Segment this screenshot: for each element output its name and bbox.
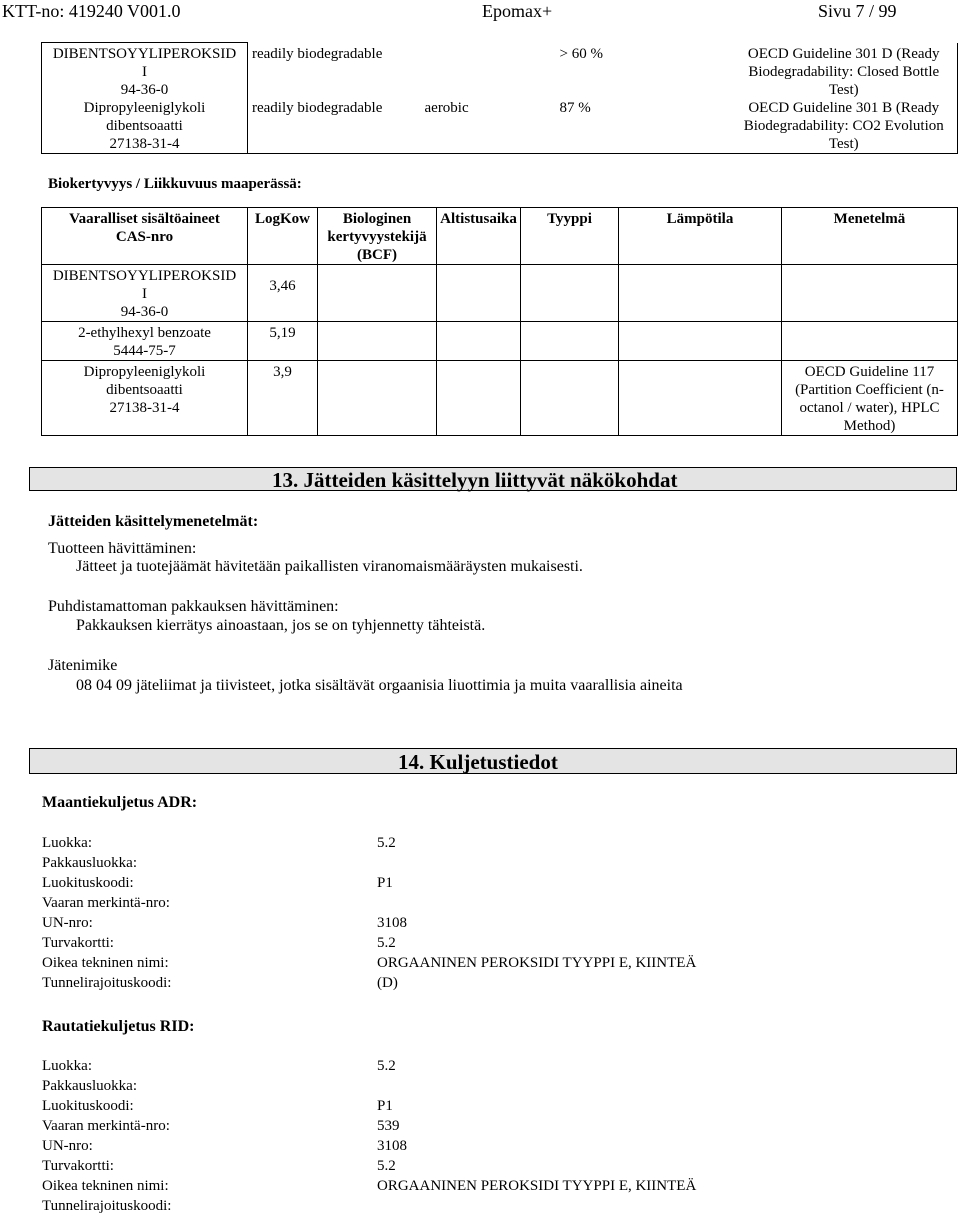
rid-shipping-name-value: ORGAANINEN PEROKSIDI TYYPPI E, KIINTEÄ bbox=[377, 1178, 697, 1194]
col-header-exposure: Altistusaika bbox=[437, 208, 521, 265]
degradation-substance-cell bbox=[42, 43, 248, 154]
substance-line: Dipropyleeniglykoli bbox=[83, 364, 206, 380]
substance-line: 27138-31-4 bbox=[109, 400, 180, 416]
adr-tunnel-code-label: Tunnelirajoituskoodi: bbox=[42, 975, 172, 991]
adr-packing-group-label: Pakkausluokka: bbox=[42, 855, 137, 871]
adr-heading: Maantiekuljetus ADR: bbox=[42, 794, 198, 811]
rid-tunnel-code-label: Tunnelirajoituskoodi: bbox=[42, 1198, 172, 1214]
table-row bbox=[42, 322, 958, 361]
type-cell bbox=[521, 322, 619, 361]
rid-class-label: Luokka: bbox=[42, 1058, 92, 1074]
type-cell bbox=[521, 265, 619, 322]
document-id: KTT-no: 419240 V001.0 bbox=[2, 1, 181, 21]
logkow-cell: 3,46 bbox=[248, 265, 318, 322]
degradation-method bbox=[731, 99, 958, 154]
rid-shipping-name-label: Oikea tekninen nimi: bbox=[42, 1178, 169, 1194]
adr-tunnel-code-value: (D) bbox=[377, 975, 398, 991]
bcf-cell bbox=[318, 322, 437, 361]
method-line: OECD Guideline 301 B (Ready bbox=[748, 99, 940, 116]
rid-hazard-number-label: Vaaran merkintä-nro: bbox=[42, 1118, 170, 1134]
bcf-cell bbox=[318, 361, 437, 436]
degradation-result: readily biodegradable bbox=[252, 45, 383, 62]
substance-line: 94-36-0 bbox=[120, 304, 169, 320]
exposure-cell bbox=[437, 265, 521, 322]
method-cell bbox=[782, 265, 958, 322]
col-header-type: Tyyppi bbox=[521, 208, 619, 265]
bioaccumulation-table bbox=[41, 207, 958, 436]
bioaccumulation-heading: Biokertyvyys / Liikkuvuus maaperässä: bbox=[48, 176, 302, 192]
page-number: Sivu 7 / 99 bbox=[818, 1, 897, 21]
col-header-line: Biologinen bbox=[342, 211, 412, 227]
temperature-cell bbox=[619, 361, 782, 436]
substance-line: I bbox=[142, 286, 147, 302]
col-header-line: kertyvyystekijä bbox=[327, 229, 427, 245]
rid-label-label: Turvakortti: bbox=[42, 1158, 114, 1174]
temperature-cell bbox=[619, 322, 782, 361]
biodegradation-table bbox=[41, 42, 958, 154]
logkow-cell: 5,19 bbox=[248, 322, 318, 361]
col-header-line: (BCF) bbox=[357, 247, 397, 263]
rid-un-number-label: UN-nro: bbox=[42, 1138, 93, 1154]
substance-line: I bbox=[142, 64, 147, 80]
rid-class-value: 5.2 bbox=[377, 1058, 396, 1074]
substance-line: Dipropyleeniglykoli bbox=[83, 100, 206, 116]
method-line: OECD Guideline 301 D (Ready bbox=[747, 45, 940, 62]
method-line: Biodegradability: CO2 Evolution bbox=[743, 117, 944, 134]
degradation-method bbox=[731, 43, 958, 99]
col-header-logkow: LogKow bbox=[248, 208, 318, 265]
substance-cell bbox=[42, 361, 248, 436]
product-name: Epomax+ bbox=[482, 1, 553, 21]
substance-line: 2-ethylhexyl benzoate bbox=[78, 325, 211, 341]
packaging-disposal-label: Puhdistamattoman pakkauksen hävittäminen: bbox=[48, 598, 339, 615]
substance-cell bbox=[42, 322, 248, 361]
method-line: Test) bbox=[828, 81, 859, 98]
table-row bbox=[42, 361, 958, 436]
col-header-bcf bbox=[318, 208, 437, 265]
adr-un-number-label: UN-nro: bbox=[42, 915, 93, 931]
exposure-cell bbox=[437, 322, 521, 361]
col-header-line: Vaaralliset sisältöaineet bbox=[69, 211, 220, 227]
exposure-cell bbox=[437, 361, 521, 436]
product-disposal-label: Tuotteen hävittäminen: bbox=[48, 540, 197, 557]
adr-shipping-name-value: ORGAANINEN PEROKSIDI TYYPPI E, KIINTEÄ bbox=[377, 955, 697, 971]
degradation-conditions bbox=[423, 43, 556, 99]
rid-classification-code-value: P1 bbox=[377, 1098, 393, 1114]
method-line: (Partition Coefficient (n- bbox=[795, 382, 944, 398]
substance-line: DIBENTSOYYLIPEROKSID bbox=[52, 268, 237, 284]
substance-line: dibentsoaatti bbox=[106, 382, 183, 398]
rid-classification-code-label: Luokituskoodi: bbox=[42, 1098, 134, 1114]
adr-label-label: Turvakortti: bbox=[42, 935, 114, 951]
rid-hazard-number-value: 539 bbox=[377, 1118, 400, 1134]
method-line: octanol / water), HPLC bbox=[799, 400, 940, 416]
col-header-temperature: Lämpötila bbox=[619, 208, 782, 265]
adr-class-value: 5.2 bbox=[377, 835, 396, 851]
logkow-cell: 3,9 bbox=[248, 361, 318, 436]
adr-un-number-value: 3108 bbox=[377, 915, 407, 931]
substance-line: 5444-75-7 bbox=[113, 343, 176, 359]
method-line: Test) bbox=[828, 135, 859, 152]
section-13-title: 13. Jätteiden käsittelyyn liittyvät näkökohdat bbox=[272, 468, 678, 492]
substance-line: dibentsoaatti bbox=[106, 118, 183, 134]
method-line: Biodegradability: Closed Bottle bbox=[748, 63, 940, 80]
rid-label-value: 5.2 bbox=[377, 1158, 396, 1174]
waste-name-label: Jätenimike bbox=[48, 657, 118, 674]
adr-label-value: 5.2 bbox=[377, 935, 396, 951]
rid-heading: Rautatiekuljetus RID: bbox=[42, 1018, 195, 1035]
adr-classification-code-label: Luokituskoodi: bbox=[42, 875, 134, 891]
method-line: OECD Guideline 117 bbox=[804, 364, 935, 380]
substance-line: 27138-31-4 bbox=[109, 136, 180, 152]
col-header-line: CAS-nro bbox=[115, 229, 174, 245]
degradation-value: > 60 % bbox=[559, 45, 603, 62]
waste-name-text: 08 04 09 jäteliimat ja tiivisteet, jotka sisältävät orgaanisia liuottimia ja muita vaarallisia aineita bbox=[76, 677, 683, 694]
type-cell bbox=[521, 361, 619, 436]
waste-methods-heading: Jätteiden käsittelymenetelmät: bbox=[48, 513, 259, 530]
adr-class-label: Luokka: bbox=[42, 835, 92, 851]
packaging-disposal-text: Pakkauksen kierrätys ainoastaan, jos se on tyhjennetty tähteistä. bbox=[76, 617, 486, 634]
col-header-method: Menetelmä bbox=[782, 208, 958, 265]
table-row bbox=[42, 265, 958, 322]
substance-line: 94-36-0 bbox=[120, 82, 169, 98]
adr-shipping-name-label: Oikea tekninen nimi: bbox=[42, 955, 169, 971]
adr-classification-code-value: P1 bbox=[377, 875, 393, 891]
rid-un-number-value: 3108 bbox=[377, 1138, 407, 1154]
method-line: Method) bbox=[843, 418, 896, 434]
temperature-cell bbox=[619, 265, 782, 322]
col-header-substance bbox=[42, 208, 248, 265]
method-cell bbox=[782, 322, 958, 361]
method-cell bbox=[782, 361, 958, 436]
degradation-value: 87 % bbox=[556, 99, 731, 154]
adr-hazard-number-label: Vaaran merkintä-nro: bbox=[42, 895, 170, 911]
degradation-result: readily biodegradable bbox=[248, 99, 423, 154]
substance-line: DIBENTSOYYLIPEROKSID bbox=[52, 46, 237, 62]
section-14-title: 14. Kuljetustiedot bbox=[398, 750, 558, 774]
substance-cell bbox=[42, 265, 248, 322]
rid-packing-group-label: Pakkausluokka: bbox=[42, 1078, 137, 1094]
degradation-conditions: aerobic bbox=[423, 99, 556, 154]
product-disposal-text: Jätteet ja tuotejäämät hävitetään paikallisten viranomaismääräysten mukaisesti. bbox=[76, 558, 583, 575]
bcf-cell bbox=[318, 265, 437, 322]
